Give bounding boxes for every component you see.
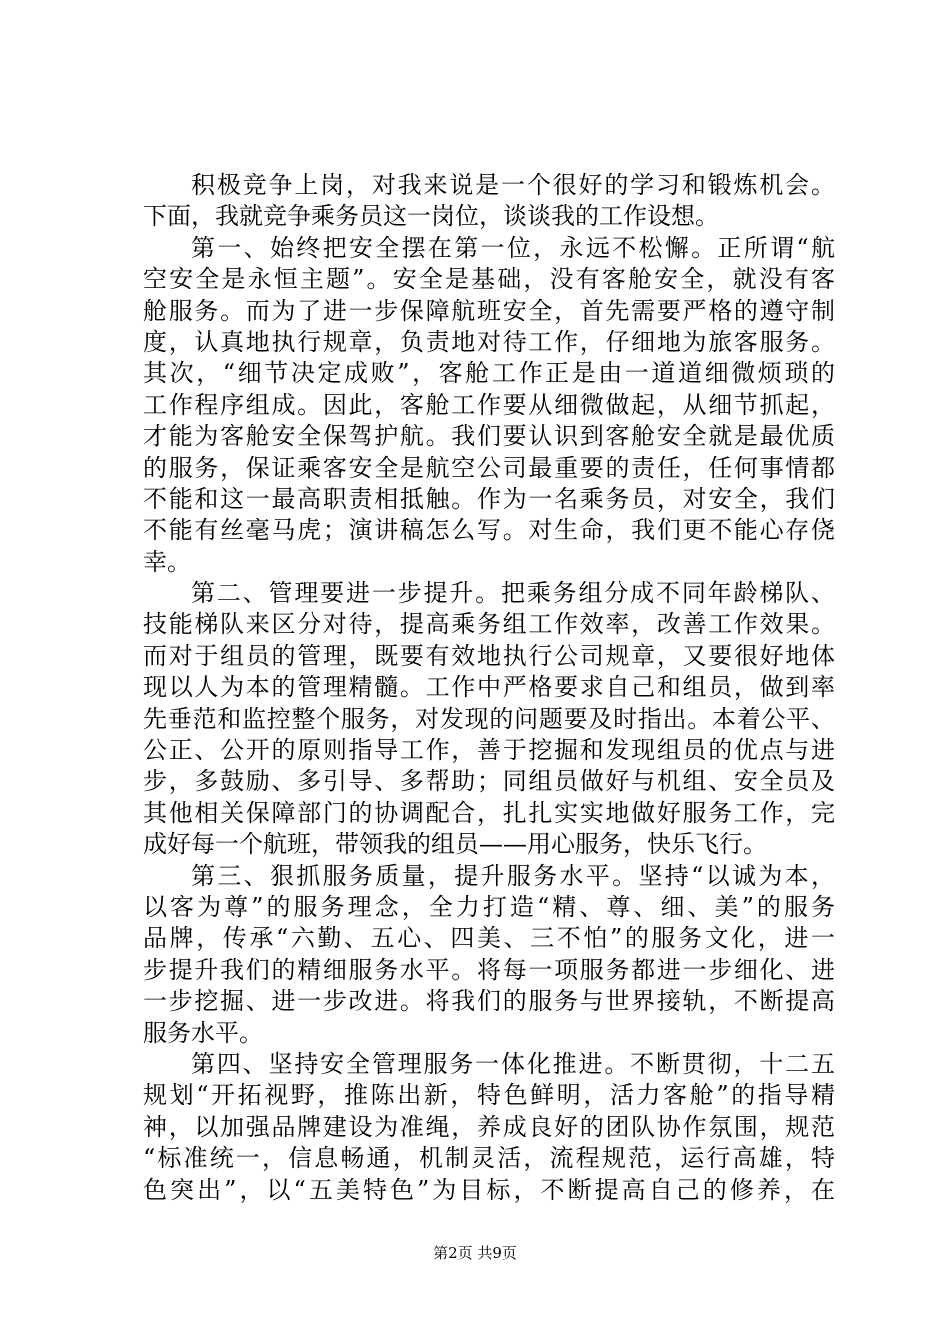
text-line: 成好每一个航班，带领我的组员——用心服务，快乐飞行。 (143, 830, 767, 859)
text-line: 步提升我们的精细服务水平。将每一项服务都进一步细化、进 (143, 955, 835, 984)
text-line: 不能有丝毫马虎；演讲稿怎么写。对生命，我们更不能心存侥 (143, 516, 835, 545)
text-line: 服务水平。 (143, 1018, 263, 1047)
text-line: 第四、坚持安全管理服务一体化推进。不断贯彻，十二五 (191, 1049, 835, 1078)
text-line: 一步挖掘、进一步改进。将我们的服务与世界接轨，不断提高 (143, 987, 835, 1016)
text-line: 度，认真地执行规章，负责地对待工作，仔细地为旅客服务。 (143, 327, 835, 356)
text-line: 以客为尊”的服务理念，全力打造“精、尊、细、美”的服务 (143, 892, 835, 921)
text-line: 其他相关保障部门的协调配合，扎扎实实地做好服务工作，完 (143, 798, 835, 827)
text-line: “标准统一，信息畅通，机制灵活，流程规范，运行高雄，特 (143, 1144, 835, 1173)
text-line: 舱服务。而为了进一步保障航班安全，首先需要严格的遵守制 (143, 296, 835, 325)
text-line: 其次，“细节决定成败”，客舱工作正是由一道道细微烦琐的 (143, 359, 835, 388)
text-line: 下面，我就竞争乘务员这一岗位，谈谈我的工作设想。 (143, 202, 719, 231)
text-line: 幸。 (143, 547, 191, 576)
text-line: 色突出”，以“五美特色”为目标，不断提高自己的修养，在 (143, 1175, 835, 1204)
text-line: 积极竞争上岗，对我来说是一个很好的学习和锻炼机会。 (191, 171, 835, 199)
text-line: 技能梯队来区分对待，提高乘务组工作效率，改善工作效果。 (143, 610, 835, 639)
text-line: 的服务，保证乘客安全是航空公司最重要的责任，任何事情都 (143, 453, 835, 482)
text-line: 工作程序组成。因此，客舱工作要从细微做起，从细节抓起， (143, 390, 835, 419)
text-line: 不能和这一最高职责相抵触。作为一名乘务员，对安全，我们 (143, 484, 835, 513)
text-line: 第二、管理要进一步提升。把乘务组分成不同年龄梯队、 (191, 579, 835, 608)
text-line: 先垂范和监控整个服务，对发现的问题要及时指出。本着公平、 (143, 704, 835, 733)
text-line: 第三、狠抓服务质量，提升服务水平。坚持“以诚为本， (191, 861, 835, 890)
text-line: 品牌，传承“六勤、五心、四美、三不怕”的服务文化，进一 (143, 924, 835, 953)
document-body (143, 170, 835, 1206)
text-line: 公正、公开的原则指导工作，善于挖掘和发现组员的优点与进 (143, 736, 835, 765)
text-line: 而对于组员的管理，既要有效地执行公司规章，又要很好地体 (143, 641, 835, 670)
text-line: 步，多鼓励、多引导、多帮助；同组员做好与机组、安全员及 (143, 767, 835, 796)
text-line: 空安全是永恒主题”。安全是基础，没有客舱安全，就没有客 (143, 265, 835, 294)
page-number-footer: 第2页 共9页 (433, 1244, 517, 1262)
text-line: 神，以加强品牌建设为准绳，养成良好的团队协作氛围，规范 (143, 1112, 835, 1141)
text-line: 才能为客舱安全保驾护航。我们要认识到客舱安全就是最优质 (143, 422, 835, 451)
text-line: 现以人为本的管理精髓。工作中严格要求自己和组员，做到率 (143, 673, 835, 702)
text-line: 第一、始终把安全摆在第一位，永远不松懈。正所谓“航 (191, 233, 835, 262)
text-line: 规划“开拓视野，推陈出新，特色鲜明，活力客舱”的指导精 (143, 1081, 835, 1110)
